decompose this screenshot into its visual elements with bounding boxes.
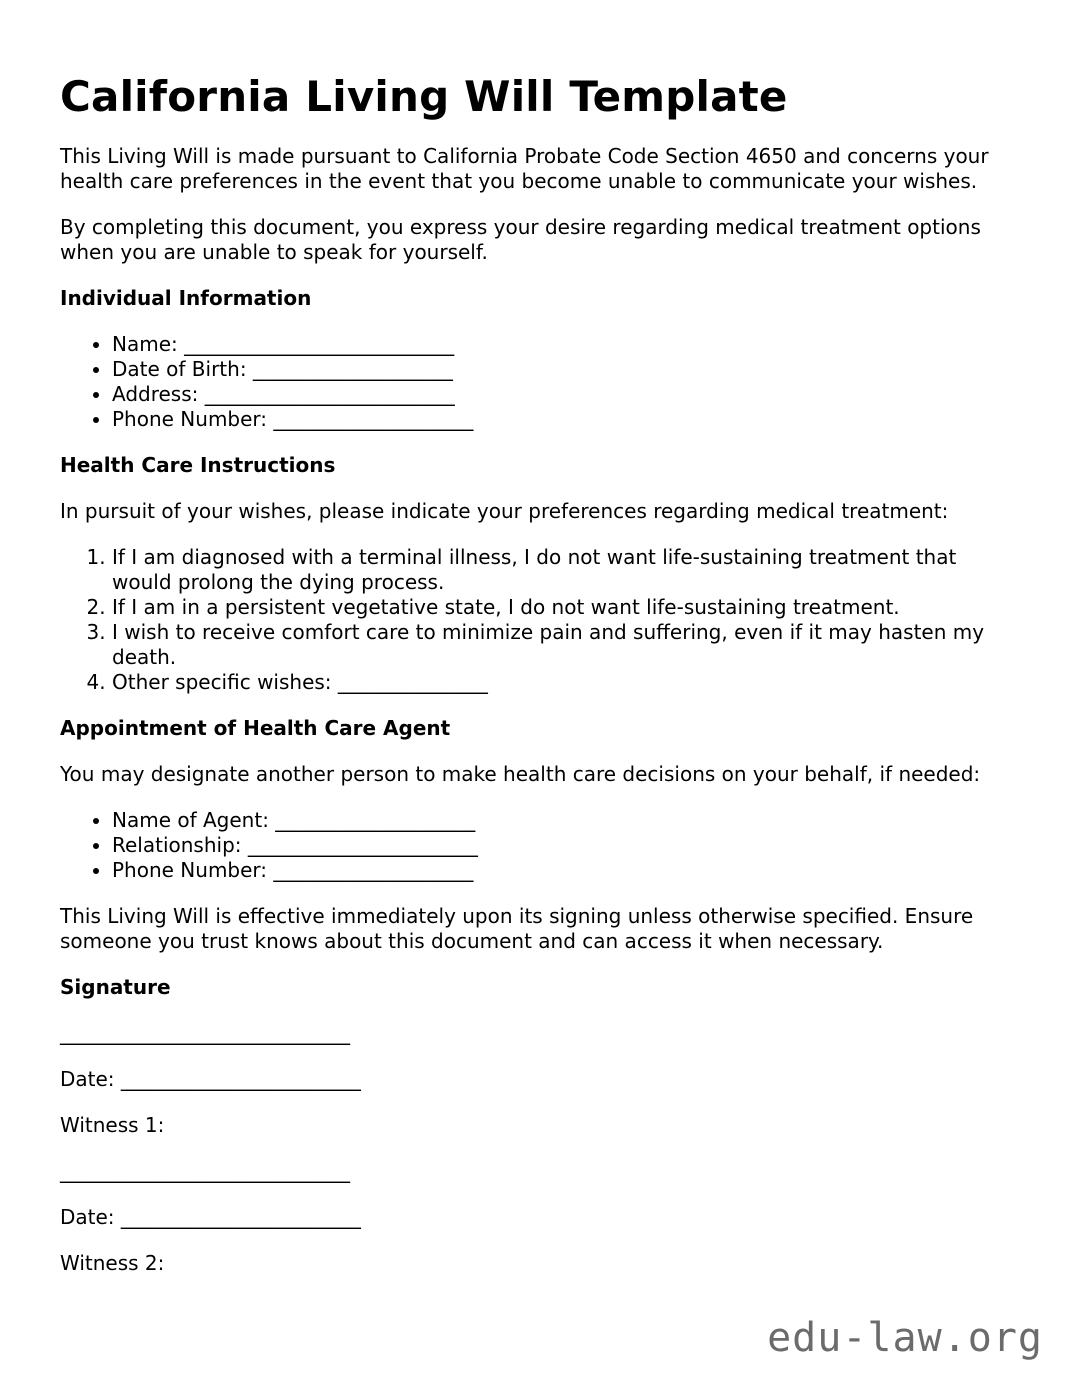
individual-information-heading: Individual Information	[60, 286, 312, 311]
agent-lead: You may designate another person to make health care decisions on your behalf, if needed:	[60, 762, 981, 787]
list-item-date-of-birth: • Date of Birth: ____________________	[112, 357, 1020, 382]
instructions-lead: In pursuit of your wishes, please indicate your preferences regarding medical treatment:	[60, 499, 949, 524]
list-item-phone-number: • Phone Number: ____________________	[112, 407, 1020, 432]
document-page	[60, 72, 1020, 1297]
witness-1-signature-line: _____________________________	[60, 1159, 350, 1184]
instructions-list	[60, 545, 1020, 695]
instruction-item: 2. If I am in a persistent vegetative state, I do not want life-sustaining treatment.	[112, 595, 1020, 620]
list-item-relationship: • Relationship: _______________________	[112, 833, 1020, 858]
intro-paragraph-2: By completing this document, you express your desire regarding medical treatment options when you are unable to speak for yourself.	[60, 215, 981, 265]
effective-paragraph: This Living Will is effective immediately upon its signing unless otherwise specified. Ensure someone you trust knows about this document and can access it when necessary.	[60, 904, 974, 954]
signature-line: _____________________________	[60, 1021, 350, 1046]
health-care-instructions-heading: Health Care Instructions	[60, 453, 336, 478]
list-item-address: • Address: _________________________	[112, 382, 1020, 407]
health-care-agent-heading: Appointment of Health Care Agent	[60, 716, 451, 741]
agent-list	[60, 808, 1020, 883]
list-item-agent-phone: • Phone Number: ____________________	[112, 858, 1020, 883]
witness-1-date-line: Date: ________________________	[60, 1205, 361, 1230]
list-item-agent-name: • Name of Agent: ____________________	[112, 808, 1020, 833]
individual-information-list	[60, 332, 1020, 432]
witness-1-label: Witness 1:	[60, 1113, 165, 1138]
instruction-item: 1. If I am diagnosed with a terminal illness, I do not want life-sustaining treatment that would prolong the dying process.	[112, 545, 1020, 595]
intro-paragraph-1: This Living Will is made pursuant to California Probate Code Section 4650 and concerns your health care preferences in the event that you become unable to communicate your wishes.	[60, 144, 989, 194]
instruction-item: 3. I wish to receive comfort care to minimize pain and suffering, even if it may hasten my death.	[112, 620, 1020, 670]
watermark: edu-law.org	[767, 1315, 1043, 1361]
instruction-item: 4. Other specific wishes: _______________	[112, 670, 1020, 695]
list-item-name: • Name: ___________________________	[112, 332, 1020, 357]
signature-date-line: Date: ________________________	[60, 1067, 361, 1092]
witness-2-label: Witness 2:	[60, 1251, 165, 1276]
signature-heading: Signature	[60, 975, 171, 1000]
page-title: California Living Will Template	[60, 72, 788, 121]
